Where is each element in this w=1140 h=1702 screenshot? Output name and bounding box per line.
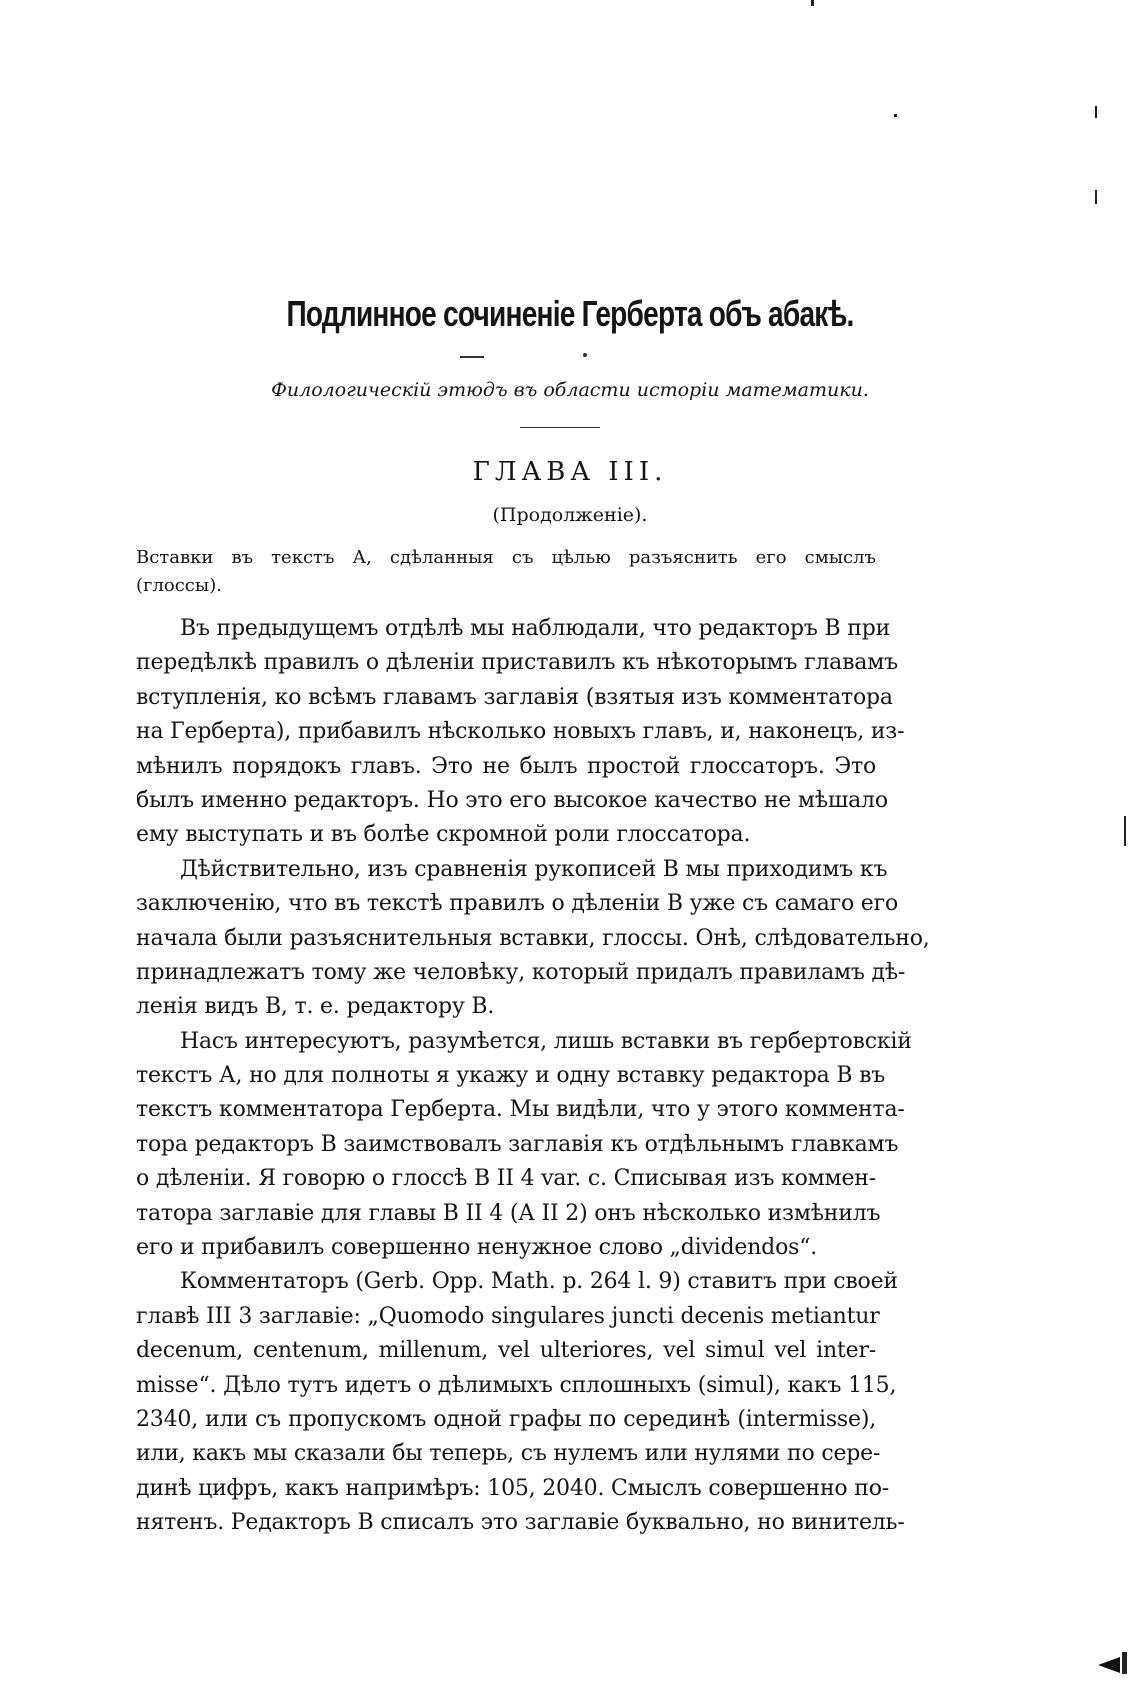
text-line: передѣлкѣ правилъ о дѣленіи приставилъ къ нѣкоторымъ главамъ: [136, 650, 898, 676]
section-heading: [136, 544, 876, 600]
text-line: о дѣленіи. Я говорю о глоссѣ В II 4 var. c. Списывая изъ коммен-: [136, 1166, 876, 1192]
text-line: вступленія, ко всѣмъ главамъ заглавія (взятыя изъ комментатора: [136, 684, 893, 710]
scan-margin-line: [1124, 816, 1126, 846]
body-text: [136, 612, 930, 1541]
text-line: тора редакторъ В заимствовалъ заглавія къ отдѣльнымъ главкамъ: [136, 1131, 899, 1157]
text-line: динѣ цифръ, какъ напримѣръ: 105, 2040. Смыслъ совершенно по-: [136, 1475, 890, 1501]
scan-corner-bar: [1122, 1652, 1127, 1674]
text-line: на Герберта), прибавилъ нѣсколько новыхъ главъ, и, наконецъ, из-: [136, 719, 905, 745]
text-line: Въ предыдущемъ отдѣлѣ мы наблюдали, что редакторъ В при: [180, 616, 891, 641]
text-line: его и прибавилъ совершенно ненужное слово „dividendos“.: [136, 1235, 818, 1261]
text-line: или, какъ мы сказали бы теперь, съ нулемъ или нулями по сере-: [136, 1441, 881, 1467]
text-line: misse“. Дѣло тутъ идетъ о дѣлимыхъ сплошныхъ (simul), какъ 115,: [136, 1372, 897, 1398]
text-line: 2340, или съ пропускомъ одной графы по серединѣ (intermisse),: [136, 1406, 876, 1432]
page-title: Подлинное сочиненіе Герберта объ абакѣ.: [286, 293, 854, 334]
title-rule-dot: [583, 353, 587, 357]
text-line: нятенъ. Редакторъ В списалъ это заглавіе буквально, но винитель-: [136, 1510, 905, 1536]
text-line: татора заглавіе для главы В II 4 (А II 2) онъ нѣсколько измѣнилъ: [136, 1200, 881, 1226]
text-line: decenum, centenum, millenum, vel ulteriores, vel simul vel inter-: [136, 1338, 876, 1364]
text-line: принадлежатъ тому же человѣку, который придалъ правиламъ дѣ-: [136, 959, 906, 985]
text-line: начала были разъяснительныя вставки, глоссы. Онѣ, слѣдовательно,: [136, 925, 930, 951]
subtitle-rule: [520, 427, 600, 428]
section-heading-line: Вставки въ текстъ А, сдѣланныя съ цѣлью разъяснить его смыслъ: [136, 547, 876, 568]
text-line: мѣнилъ порядокъ главъ. Это не былъ простой глоссаторъ. Это: [136, 753, 876, 779]
title-rule: [460, 356, 484, 358]
section-heading-line: (глоссы).: [136, 575, 222, 596]
scan-corner-mark: [1098, 1657, 1120, 1673]
scan-mark-right-1: [1095, 106, 1097, 118]
text-line: текстъ комментатора Герберта. Мы видѣли, что у этого коммента-: [136, 1097, 905, 1123]
scan-mark-top: [811, 0, 814, 6]
continuation-note: (Продолженіе).: [492, 504, 648, 526]
text-line: главѣ III 3 заглавіе: „Quomodo singulares juncti decenis metiantur: [136, 1303, 880, 1329]
text-line: заключенію, что въ текстѣ правилъ о дѣленіи В уже съ самаго его: [136, 891, 898, 917]
text-line: текстъ А, но для полноты я укажу и одну вставку редактора В въ: [136, 1063, 886, 1089]
text-line: ленія видъ В, т. е. редактору В.: [136, 994, 495, 1020]
subtitle: Филологическій этюдъ въ области исторіи математики.: [271, 379, 869, 401]
text-line: ему выступать и въ болѣе скромной роли глоссатора.: [136, 822, 751, 848]
scan-mark-right-2: [1095, 190, 1097, 204]
text-line: былъ именно редакторъ. Но это его высокое качество не мѣшало: [136, 787, 888, 813]
text-line: Комментаторъ (Gerb. Opp. Math. p. 264 l. 9) ставитъ при своей: [180, 1269, 898, 1295]
text-line: Насъ интересуютъ, разумѣется, лишь вставки въ гербертовскій: [180, 1028, 912, 1054]
chapter-heading: ГЛАВА III.: [472, 457, 668, 487]
text-line: Дѣйствительно, изъ сравненія рукописей В мы приходимъ къ: [180, 856, 888, 882]
scan-mark-upper-right: [894, 114, 897, 117]
